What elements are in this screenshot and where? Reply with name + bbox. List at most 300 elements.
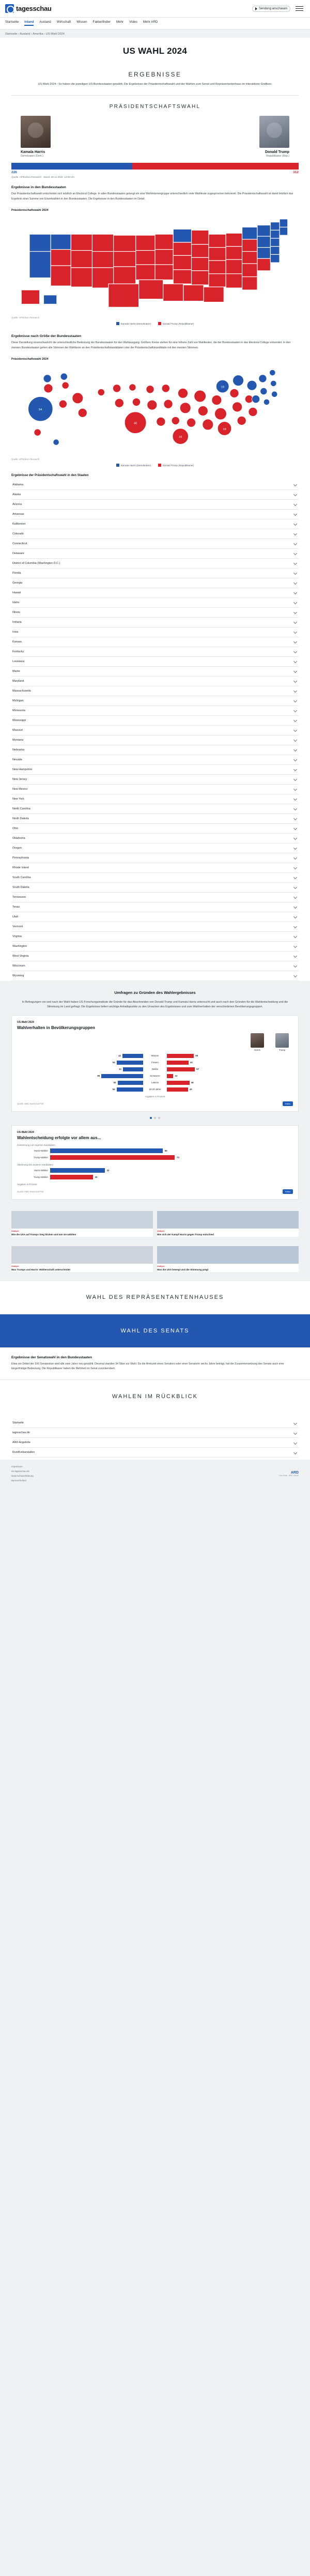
state-row[interactable] [11, 549, 299, 559]
state-row[interactable] [11, 873, 299, 883]
chevron-down-icon [293, 758, 297, 761]
teaser-4-title: Was die USA bewegt und die Stimmung prägt [157, 1268, 209, 1271]
chevron-down-icon [293, 915, 297, 918]
footer-link-datenschutz[interactable]: Datenschutzerklärung [11, 1474, 34, 1477]
harris-bar [123, 1067, 143, 1071]
trump-bar [167, 1054, 194, 1058]
chart1-xlabel: Angaben in Prozent [145, 1095, 165, 1098]
carousel-dot-3[interactable] [158, 1117, 160, 1119]
state-name: New Hampshire [12, 768, 33, 771]
trump-value: 13 [175, 1075, 178, 1078]
state-row[interactable] [11, 490, 299, 500]
trump-value: 44 [190, 1061, 193, 1064]
state-row[interactable] [11, 814, 299, 824]
state-name: Pennsylvania [12, 856, 29, 860]
chevron-down-icon [293, 738, 297, 742]
chevron-down-icon [293, 561, 297, 565]
chevron-down-icon [293, 542, 297, 545]
state-row[interactable] [11, 794, 299, 804]
state-name: North Dakota [12, 817, 29, 820]
state-row[interactable] [11, 696, 299, 706]
state-row[interactable] [11, 569, 299, 578]
svg-text:19: 19 [223, 427, 226, 431]
state-row[interactable] [11, 785, 299, 794]
chart2-bar [50, 1148, 163, 1153]
chart2-row-label: Trump-Wähler [34, 1175, 48, 1178]
chevron-down-icon [293, 905, 297, 909]
state-row[interactable] [11, 647, 299, 657]
map-source: Quelle: AP/Edison Research [11, 316, 40, 319]
carousel-dots[interactable] [0, 1117, 310, 1119]
chart1-row [17, 1081, 293, 1085]
state-name: Tennessee [12, 895, 26, 899]
chevron-down-icon [293, 895, 297, 899]
map-label: Präsidentschaftswahl 2024 [11, 209, 49, 212]
bubble-legend-harris: Kamala Harris (Demokraten) [116, 464, 151, 467]
state-name: Missouri [12, 728, 23, 732]
chart2-group-label: Zustimmung zum eigenen Kandidaten [17, 1143, 55, 1146]
chart-card-wahlverhalten [11, 1015, 299, 1112]
trump-value: 57 [196, 1068, 199, 1071]
harris-value: 54 [112, 1088, 115, 1091]
chart2-row [17, 1168, 293, 1173]
logo-text: tagesschau [16, 5, 52, 12]
state-name: New Mexico [12, 787, 28, 791]
surveys-intro: In Befragungen vor und nach der Wahl haben US-Forschungsinstitute die Gründe für das Abschneiden von Donald Trump und Kamala Harris untersucht und auch nach den Gründen für die Wahlentscheidung und die Stimmung im Land gefragt. Die Ergebnisse liefern wichtige Anhaltspunkte zu den Ursachen des Ergebnisses und zum Wahlverhalten der verschiedenen Bevölkerungsgruppen. [22, 1000, 288, 1009]
state-name: Alaska [12, 493, 21, 496]
teaser-2-image [157, 1211, 299, 1229]
teaser-3-image [11, 1246, 153, 1264]
chevron-down-icon [293, 483, 297, 486]
chart2-title: Wahlentscheidung erfolgte vor allem aus... [17, 1135, 101, 1140]
chevron-down-icon [293, 1441, 297, 1445]
harris-bar [118, 1081, 143, 1085]
state-name: Indiana [12, 620, 22, 624]
state-name: Colorado [12, 532, 24, 535]
state-row[interactable] [11, 942, 299, 952]
state-name: Kentucky [12, 650, 24, 653]
state-name: Louisiana [12, 660, 25, 663]
state-row[interactable] [11, 529, 299, 539]
chart1-row [17, 1054, 293, 1058]
state-row[interactable] [11, 834, 299, 844]
state-row[interactable] [11, 902, 299, 912]
state-row[interactable] [11, 883, 299, 893]
footer-label-2: ARD-Angebote [12, 1441, 30, 1445]
svg-text:40: 40 [133, 422, 137, 425]
teaser-row-2 [0, 1240, 310, 1275]
block1-title: Ergebnisse in den Bundesstaaten [11, 186, 66, 190]
results-intro: US-Wahl 2024 - So haben die jeweiligen US-Bundesstaaten gewählt. Die Ergebnisse der Präsidentschaftswahl und der Wahlen zum Senat und Repräsentantenhaus im interaktiven Grafiken. [38, 83, 272, 86]
us-bubble-map[interactable] [11, 364, 299, 457]
state-name: Arkansas [12, 512, 24, 516]
chevron-down-icon [293, 728, 297, 732]
state-name: Montana [12, 738, 23, 742]
teaser-3[interactable] [11, 1246, 153, 1272]
footer-links [11, 1465, 34, 1483]
harris-value: 54 [112, 1061, 115, 1064]
chevron-down-icon [293, 620, 297, 624]
state-name: New Jersey [12, 777, 27, 781]
chevron-down-icon [293, 581, 297, 585]
chevron-down-icon [293, 601, 297, 604]
map-legend [11, 322, 299, 325]
footer-label-0: Startseite [12, 1421, 24, 1425]
trump-bar [167, 1081, 190, 1085]
teaser-4-kicker: Analyse [157, 1265, 165, 1267]
svg-text:16: 16 [179, 435, 182, 439]
chevron-down-icon [293, 532, 297, 535]
chevron-down-icon [293, 1421, 297, 1425]
state-row[interactable] [11, 853, 299, 863]
chart1-kicker: US-Wahl 2024 [17, 1020, 34, 1024]
trump-bar [167, 1061, 189, 1065]
footer-item-rundfunkanstalten[interactable] [11, 1448, 299, 1458]
teaser-row-1 [0, 1205, 310, 1240]
state-name: Kalifornien [12, 522, 26, 526]
chevron-down-icon [293, 885, 297, 889]
chevron-down-icon [293, 630, 297, 634]
state-row[interactable] [11, 775, 299, 785]
banner-repraesentantenhaus[interactable]: WAHL DES REPRÄSENTANTENHAUSES [0, 1280, 310, 1314]
chart1-title: Wahlverhalten in Bevölkerungsgruppen [17, 1025, 95, 1030]
nav-item-faktenfinder[interactable]: Faktenfinder [92, 20, 111, 24]
states-accordion[interactable] [11, 480, 299, 981]
carousel-dot-2[interactable] [154, 1117, 156, 1119]
state-row[interactable] [11, 657, 299, 667]
harris-electors: 226 [11, 171, 17, 175]
teaser-2[interactable] [157, 1211, 299, 1237]
footer-label-1: tagesschau.de [12, 1431, 30, 1435]
teaser-4[interactable] [157, 1246, 299, 1272]
banner-rueckblick[interactable]: WAHLEN IM RÜCKBLICK [0, 1379, 310, 1413]
state-row[interactable] [11, 765, 299, 775]
site-logo[interactable] [5, 4, 52, 13]
state-name: South Dakota [12, 885, 29, 889]
state-row[interactable] [11, 706, 299, 716]
chart2-value: 25 [95, 1175, 98, 1178]
nav-item-mehr-ard[interactable]: Mehr ARD [143, 20, 158, 24]
state-row[interactable] [11, 686, 299, 696]
state-row[interactable] [11, 893, 299, 902]
chart2-bar [50, 1155, 175, 1160]
state-name: Utah [12, 915, 19, 918]
state-name: North Carolina [12, 807, 30, 810]
trump-value: 46 [191, 1081, 194, 1084]
footer-item-startseite[interactable] [11, 1418, 299, 1428]
chart2-group-label: Ablehnung des anderen Kandidaten [17, 1163, 54, 1166]
chevron-down-icon [293, 660, 297, 663]
state-row[interactable] [11, 618, 299, 627]
harris-party: Demokraten (Dem.) [21, 155, 43, 158]
teaser-1-image [11, 1211, 153, 1229]
nav-item-ausland[interactable]: Ausland [39, 20, 51, 24]
state-name: Iowa [12, 630, 19, 634]
chart2-value: 32 [106, 1169, 110, 1172]
legend-trump: Donald Trump (Republikaner) [158, 322, 194, 325]
play-icon [255, 7, 257, 10]
trump-name: Donald Trump [265, 150, 289, 155]
chevron-down-icon [293, 610, 297, 614]
state-name: Arizona [12, 502, 22, 506]
harris-bar [117, 1087, 143, 1092]
state-name: Hawaii [12, 591, 21, 594]
svg-text:19: 19 [221, 386, 224, 389]
footer-link-tagesschau[interactable]: Zu tagesschau.de [11, 1470, 29, 1473]
teaser-3-title: Was Trumps und Harris' Wählerschaft unterscheidet [11, 1268, 71, 1271]
chart1-row [17, 1067, 293, 1071]
harris-bar [101, 1074, 143, 1078]
menu-icon[interactable] [294, 5, 305, 13]
state-row[interactable] [11, 824, 299, 834]
state-name: Rhode Island [12, 866, 29, 869]
chart2-value: 73 [176, 1156, 179, 1159]
legend-trump-mini [275, 1033, 289, 1051]
trump-electors: 312 [293, 171, 299, 175]
chart2-row [17, 1148, 293, 1153]
map-svg [11, 214, 299, 315]
footer-item-tagesschau[interactable] [11, 1428, 299, 1438]
chart2-footer [17, 1189, 293, 1194]
chevron-down-icon [293, 846, 297, 850]
main-nav [0, 18, 310, 29]
chart1-legend [17, 1033, 293, 1051]
chart2-xlabel: Angaben in Prozent [17, 1183, 37, 1186]
state-row[interactable] [11, 510, 299, 519]
candidate-harris [21, 116, 155, 158]
chevron-down-icon [293, 807, 297, 810]
trump-legend-name: Trump [278, 1048, 286, 1051]
footer-nav [0, 1413, 310, 1460]
state-name: Maine [12, 669, 20, 673]
chevron-down-icon [293, 718, 297, 722]
state-row[interactable] [11, 578, 299, 588]
state-row[interactable] [11, 588, 299, 598]
footer-link-barrierefreiheit[interactable]: Barrierefreiheit [11, 1479, 26, 1482]
nav-item-startseite[interactable]: Startseite [5, 20, 19, 24]
chevron-down-icon [293, 826, 297, 830]
footer-item-ard-angebote[interactable] [11, 1438, 299, 1448]
chevron-down-icon [293, 493, 297, 496]
chevron-down-icon [293, 944, 297, 948]
trump-bar [167, 1074, 173, 1078]
chevron-down-icon [293, 709, 297, 712]
nav-item-inland[interactable]: Inland [24, 20, 34, 26]
teaser-1[interactable] [11, 1211, 153, 1237]
block1-text: Das Präsidentschaftswahl entscheidet sich letztlich an Electoral College. In allen Bundesstaaten gelangt ein eine Wahlmännergruppe unterschiedlich viele Wahlleute zugesprochen bekommt. Die Präsidentschaftswahl ist damit letztlich das Ergebnis einer Summe von Einzelwahlen in den Bundesstaaten. Die Ergebnisse in den Bundesstaaten im Detail. [11, 192, 293, 201]
state-row[interactable] [11, 637, 299, 647]
harris-thumb [251, 1033, 264, 1048]
chevron-down-icon [293, 502, 297, 506]
footer-bottom [0, 1460, 310, 1492]
harris-portrait [21, 116, 51, 148]
watch-broadcast-label: Sendung anschauen [258, 7, 287, 10]
chart2-row-label: Harris-Wähler [34, 1169, 48, 1172]
chevron-down-icon [293, 591, 297, 594]
top-bar [0, 0, 310, 18]
chart1-row [17, 1074, 293, 1078]
state-row[interactable] [11, 745, 299, 755]
chart2-bar [50, 1175, 93, 1179]
state-name: Idaho [12, 601, 20, 604]
state-row[interactable] [11, 667, 299, 677]
teaser-3-kicker: Analyse [11, 1265, 19, 1267]
chevron-down-icon [293, 571, 297, 575]
state-row[interactable] [11, 627, 299, 637]
state-name: Connecticut [12, 542, 27, 545]
bubble-svg [11, 364, 299, 457]
chevron-down-icon [293, 522, 297, 526]
state-row[interactable] [11, 755, 299, 765]
state-row[interactable] [11, 726, 299, 735]
state-name: Mississippi [12, 718, 26, 722]
nav-item-wirtschaft[interactable]: Wirtschaft [56, 20, 71, 24]
chart2-row-label: Trump-Wähler [34, 1156, 48, 1159]
state-row[interactable] [11, 480, 299, 490]
nav-item-mehr[interactable]: Mehr [116, 20, 124, 24]
nav-item-wissen[interactable]: Wissen [76, 20, 87, 24]
chart1-row [17, 1087, 293, 1092]
chevron-down-icon [293, 512, 297, 516]
harris-value: 52 [113, 1081, 116, 1084]
chevron-down-icon [293, 974, 297, 977]
state-row[interactable] [11, 922, 299, 932]
chart1-category: Männer [151, 1054, 159, 1057]
state-name: Florida [12, 571, 21, 575]
state-row[interactable] [11, 932, 299, 942]
us-choropleth-map[interactable] [11, 214, 299, 315]
harris-legend-name: Harris [254, 1048, 260, 1051]
trump-bar [167, 1067, 195, 1071]
state-name: Washington [12, 944, 27, 948]
state-name: Vermont [12, 925, 23, 928]
chevron-down-icon [293, 954, 297, 958]
state-row[interactable] [11, 971, 299, 981]
footer-label-3: Rundfunkanstalten [12, 1451, 35, 1454]
chevron-down-icon [293, 748, 297, 752]
chevron-down-icon [293, 964, 297, 968]
tagesschau-logo-icon [5, 4, 14, 13]
footer-link-impressum[interactable]: Impressum [11, 1465, 23, 1468]
teaser-2-title: Wie sich der Kampf Harris gegen Trump entschied [157, 1233, 214, 1236]
state-name: Kansas [12, 640, 22, 643]
state-name: New York [12, 797, 24, 801]
state-row[interactable] [11, 735, 299, 745]
state-row[interactable] [11, 844, 299, 853]
chevron-down-icon [293, 669, 297, 673]
state-row[interactable] [11, 500, 299, 510]
state-name: Georgia [12, 581, 23, 585]
state-row[interactable] [11, 804, 299, 814]
chart1-plot [17, 1054, 293, 1098]
trump-party: Republikaner (Rep.) [266, 155, 289, 158]
state-row[interactable] [11, 912, 299, 922]
state-name: Nebraska [12, 748, 25, 752]
chevron-down-icon [293, 768, 297, 771]
block2-text: Diese Darstellung veranschaulicht die unterschiedliche Bedeutung der Bundesstaaten für den Wahlausgang. Größere Kreise stehen für eine höhere Zahl von Wahlleuten, die der Bundesstaaten in das Electoral College entsendet. In den meisten Bundesstaaten gehen alle Stimmen der Wahlleute an den Präsidentschaftskandidaten oder die Präsidentschaftskandidatin mit den meisten Stimmen. [11, 341, 291, 349]
chart2-plot [17, 1144, 293, 1186]
legend-harris-mini [251, 1033, 264, 1051]
bubble-label: Präsidentschaftswahl 2024 [11, 357, 49, 361]
state-name: Virginia [12, 934, 22, 938]
state-name: Oregon [12, 846, 22, 850]
state-row[interactable] [11, 677, 299, 686]
chevron-down-icon [293, 925, 297, 928]
chevron-down-icon [293, 876, 297, 879]
trump-value: 55 [195, 1054, 198, 1057]
state-row[interactable] [11, 598, 299, 608]
teaser-4-image [157, 1246, 299, 1264]
state-name: Wyoming [12, 974, 24, 977]
page-title: US WAHL 2024 [0, 38, 310, 64]
bubble-legend-trump: Donald Trump (Republikaner) [158, 464, 194, 467]
harris-value: 85 [97, 1075, 100, 1078]
share-button[interactable]: Teilen [283, 1101, 293, 1106]
chevron-down-icon [293, 777, 297, 781]
chart1-category: Weiße [151, 1068, 159, 1071]
chart1-footer [17, 1101, 293, 1106]
nav-item-video[interactable]: Video [129, 20, 137, 24]
watch-broadcast-button[interactable] [252, 6, 290, 12]
chart1-category: Latinos [151, 1081, 159, 1084]
senat-text: Etwa ein Drittel der 100 Senatssitze wird alle zwei Jahre neu gewählt. Diesmal standen 34 Sitze zur Wahl. Da die Amtszeit eines Senators oder einer Senatorin sechs Jahre beträgt, hat die Zusammensetzung des Senats auch eine längerfristige Bedeutung. Die Republikaner haben die Mehrheit im Senat zurückerobert. [11, 1362, 284, 1370]
chevron-down-icon [293, 1431, 297, 1435]
bar-caption: Quelle: AP/Edison Research · Stand: 06.12.2024, 12:00 Uhr [11, 176, 75, 179]
harris-bar [122, 1054, 143, 1058]
share-button-2[interactable]: Teilen [283, 1189, 293, 1194]
trump-thumb [275, 1033, 289, 1048]
state-name: Ohio [12, 826, 19, 830]
state-name: Illinois [12, 610, 20, 614]
chevron-down-icon [293, 689, 297, 693]
chevron-down-icon [293, 650, 297, 653]
state-name: West Virginia [12, 954, 29, 958]
state-row[interactable] [11, 961, 299, 971]
trump-portrait [259, 116, 289, 148]
carousel-dot-1[interactable] [150, 1117, 152, 1119]
teaser-1-title: Wie die USA auf Trumps Sieg blicken und wie sie wählten [11, 1233, 76, 1236]
ard-subtitle: Das Erste · ARD Online [279, 1475, 299, 1477]
chart1-row [17, 1061, 293, 1065]
chevron-down-icon [293, 797, 297, 801]
state-row[interactable] [11, 539, 299, 549]
state-name: District of Columbia (Washington D.C.) [12, 561, 60, 565]
trump-bar [167, 1087, 188, 1092]
chevron-down-icon [293, 1451, 297, 1454]
state-name: Nevada [12, 758, 22, 761]
chevron-down-icon [293, 679, 297, 683]
state-row[interactable] [11, 716, 299, 726]
chevron-down-icon [293, 640, 297, 643]
state-name: Wisconsin [12, 964, 25, 968]
state-row[interactable] [11, 952, 299, 961]
chart2-value: 66 [164, 1149, 167, 1152]
surveys-heading: Umfragen zu Gründen des Wahlergebnisses [114, 990, 196, 995]
breadcrumb[interactable]: Startseite › Ausland › Amerika › US-Wahl 2024 [0, 29, 310, 38]
state-name: Delaware [12, 551, 24, 555]
state-row[interactable] [11, 559, 299, 569]
bubble-source: Quelle: AP/Edison Research [11, 457, 40, 461]
banner-senat[interactable]: WAHL DES SENATS [0, 1314, 310, 1347]
candidate-trump [155, 116, 289, 158]
state-name: Maryland [12, 679, 24, 683]
state-name: Michigan [12, 699, 24, 702]
chart-card-wahlentscheidung [11, 1125, 299, 1200]
state-row[interactable] [11, 519, 299, 529]
ard-logo: ARD [290, 1471, 299, 1475]
state-row[interactable] [11, 608, 299, 618]
state-row[interactable] [11, 863, 299, 873]
